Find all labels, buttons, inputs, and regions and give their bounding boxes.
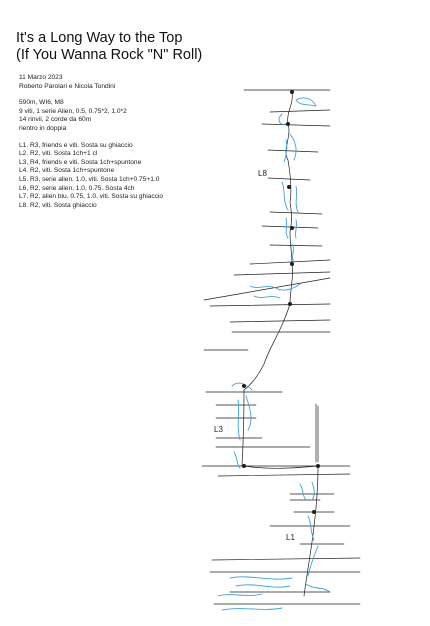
title-line-2: (If You Wanna Rock "N" Roll) [16,47,203,63]
topo-label-l8: L8 [258,169,267,178]
route-stats: 590m, WI6, M8 [19,99,64,107]
gear-list-2: 14 rinvii, 2 corde da 60m [19,116,92,124]
belay-stations [242,90,320,514]
topo-pitch-labels [214,169,295,542]
first-ascensionists: Roberto Parolari e Nicola Tondini [19,82,116,90]
pitch-line: L4. R2, viti. Sosta 1ch+spuntone [19,167,115,175]
pitch-line: L6, R2, serie alien, 1.0, 0.75. Sosta 4ch [19,184,135,192]
pitch-line: L2. R2, viti. Sosta 1ch+1 cl [19,150,98,158]
ascent-date: 11 Marzo 2023 [19,74,63,81]
topo-label-l3: L3 [214,425,223,434]
pitch-line: L8. R2, viti. Sosta ghiaccio [19,201,97,209]
ledge-lines [202,90,360,604]
pitch-line: L7. R2, alien blu. 0.75, 1.0. viti. Sosta su ghiaccio [19,193,164,201]
topo-label-l1: L1 [286,533,295,542]
gear-list-1: 9 viti, 1 serie Alien, 0.5, 0.75*2, 1.0*2 [19,107,127,115]
pitch-line: L5. R3, serie alien. 1.0, viti. Sosta 1ch+0.75+1.0 [19,175,160,183]
descent-info: rientro in doppia [19,124,67,132]
title-line-1: It's a Long Way to the Top [16,30,183,46]
pitch-line: L1. R3, friends e viti. Sosta su ghiaccio [19,141,133,149]
pitch-line: L3, R4, friends e viti. Sosta 1ch+spuntone [19,158,142,166]
route-line [242,92,318,596]
